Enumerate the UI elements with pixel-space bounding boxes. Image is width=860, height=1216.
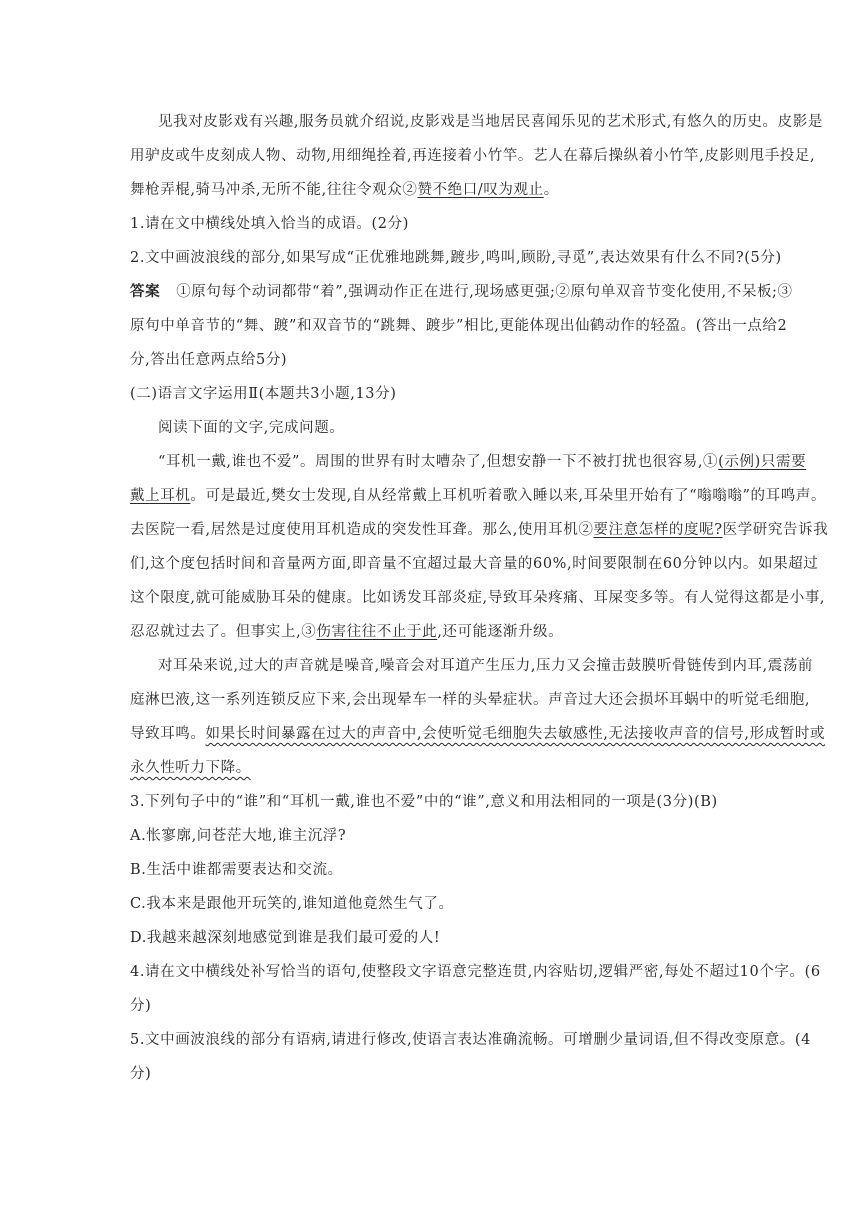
- passage-line: [130, 758, 730, 778]
- question-1: 1.请在文中横线处填入恰当的成语。(2分): [130, 216, 409, 232]
- passage-line: 见我对皮影戏有兴趣,服务员就介绍说,皮影戏是当地居民喜闻乐见的艺术形式,有悠久的历史。皮影是: [158, 114, 823, 130]
- option-b: B.生活中谁都需要表达和交流。: [130, 862, 343, 878]
- passage-text: 忍忍就过去了。但事实上,③: [130, 624, 317, 640]
- question-5: 5.文中画波浪线的部分有语病,请进行修改,使语言表达准确流畅。可增删少量词语,但不得改变原意。(4: [130, 1032, 811, 1048]
- question-2: 2.文中画波浪线的部分,如果写成“正优雅地跳舞,踱步,鸣叫,顾盼,寻觅”,表达效果有什么不同?(5分): [130, 250, 782, 266]
- answer-fill-blank: 戴上耳机: [130, 488, 191, 504]
- passage-text: 舞枪弄棍,骑马冲杀,无所不能,往往令观众②: [130, 182, 418, 198]
- answer-line: 原句中单音节的“舞、踱”和双音节的“跳舞、踱步”相比,更能体现出仙鹤动作的轻盈。(答出一点给2: [130, 318, 788, 334]
- passage-line: [158, 452, 807, 472]
- question-4: 4.请在文中横线处补写恰当的语句,使整段文字语意完整连贯,内容贴切,逻辑严密,每处不超过10个字。(6: [130, 964, 821, 980]
- wavy-underlined-text: 永久性听力下降。: [130, 760, 251, 776]
- passage-line: 对耳朵来说,过大的声音就是噪音,噪音会对耳道产生压力,压力又会撞击鼓膜听骨链传到内耳,震荡前: [158, 658, 814, 674]
- answer-fill-blank: 要注意怎样的度呢?: [593, 522, 723, 538]
- answer-fill-blank: (示例)只需要: [718, 454, 807, 470]
- passage-line: [130, 486, 827, 506]
- answer-fill-blank: 赞不绝口/叹为观止: [417, 182, 544, 198]
- passage-line: 们,这个度包括时间和音量两方面,即音量不宜超过最大音量的60%,时间要限制在60分钟以内。如果超过: [130, 556, 819, 572]
- option-a: A.怅寥廓,问苍茫大地,谁主沉浮?: [130, 828, 347, 844]
- passage-text: 。: [543, 182, 559, 198]
- question-5: 分): [130, 1066, 152, 1082]
- question-3: 3.下列句子中的“谁”和“耳机一戴,谁也不爱”中的“谁”,意义和用法相同的一项是(3分)(B): [130, 794, 718, 810]
- answer-label: 答案: [130, 284, 161, 300]
- passage-text: 去医院一看,居然是过度使用耳机造成的突发性耳聋。那么,使用耳机②: [130, 522, 594, 538]
- passage-line: [130, 724, 826, 744]
- passage-line: 庭淋巴液,这一系列连锁反应下来,会出现晕车一样的头晕症状。声音过大还会损坏耳蜗中的听觉毛细胞,: [130, 692, 811, 708]
- passage-line: [130, 520, 829, 540]
- answer-line: 分,答出任意两点给5分): [130, 352, 288, 368]
- passage-line: 用驴皮或牛皮刻成人物、动物,用细绳拴着,再连接着小竹竿。艺人在幕后操纵着小竹竿,皮影则甩手投足,: [130, 148, 816, 164]
- wavy-underlined-text: 如果长时间暴露在过大的声音中,会使听觉毛细胞失去敏感性,无法接收声音的信号,形成暂时或: [205, 726, 826, 742]
- question-4: 分): [130, 998, 152, 1014]
- passage-text: ,还可能逐渐升级。: [437, 624, 564, 640]
- instruction: 阅读下面的文字,完成问题。: [158, 420, 345, 436]
- option-c: C.我本来是跟他开玩笑的,谁知道他竟然生气了。: [130, 896, 454, 912]
- option-d: D.我越来越深刻地感觉到谁是我们最可爱的人!: [130, 930, 441, 946]
- answer-fill-blank: 伤害往往不止于此: [316, 624, 438, 640]
- passage-text: “耳机一戴,谁也不爱”。周围的世界有时太嘈杂了,但想安静一下不被打扰也很容易,①: [158, 454, 719, 470]
- passage-line: [130, 622, 730, 642]
- passage-line: [130, 180, 730, 200]
- answer-line: [130, 282, 793, 302]
- answer-text: ①原句每个动词都带“着”,强调动作正在进行,现场感更强;②原句单双音节变化使用,不呆板;③: [176, 284, 793, 300]
- passage-line: 这个限度,就可能威胁耳朵的健康。比如诱发耳部炎症,导致耳朵疼痛、耳屎变多等。有人觉得这都是小事,: [130, 590, 826, 606]
- passage-text: 医学研究告诉我: [722, 522, 829, 538]
- section-heading: (二)语言文字运用Ⅱ(本题共3小题,13分): [130, 386, 397, 402]
- passage-text: 导致耳鸣。: [130, 726, 206, 742]
- passage-text: 。可是最近,樊女士发现,自从经常戴上耳机听着歌入睡以来,耳朵里开始有了“嗡嗡嗡”的耳鸣声。: [190, 488, 827, 504]
